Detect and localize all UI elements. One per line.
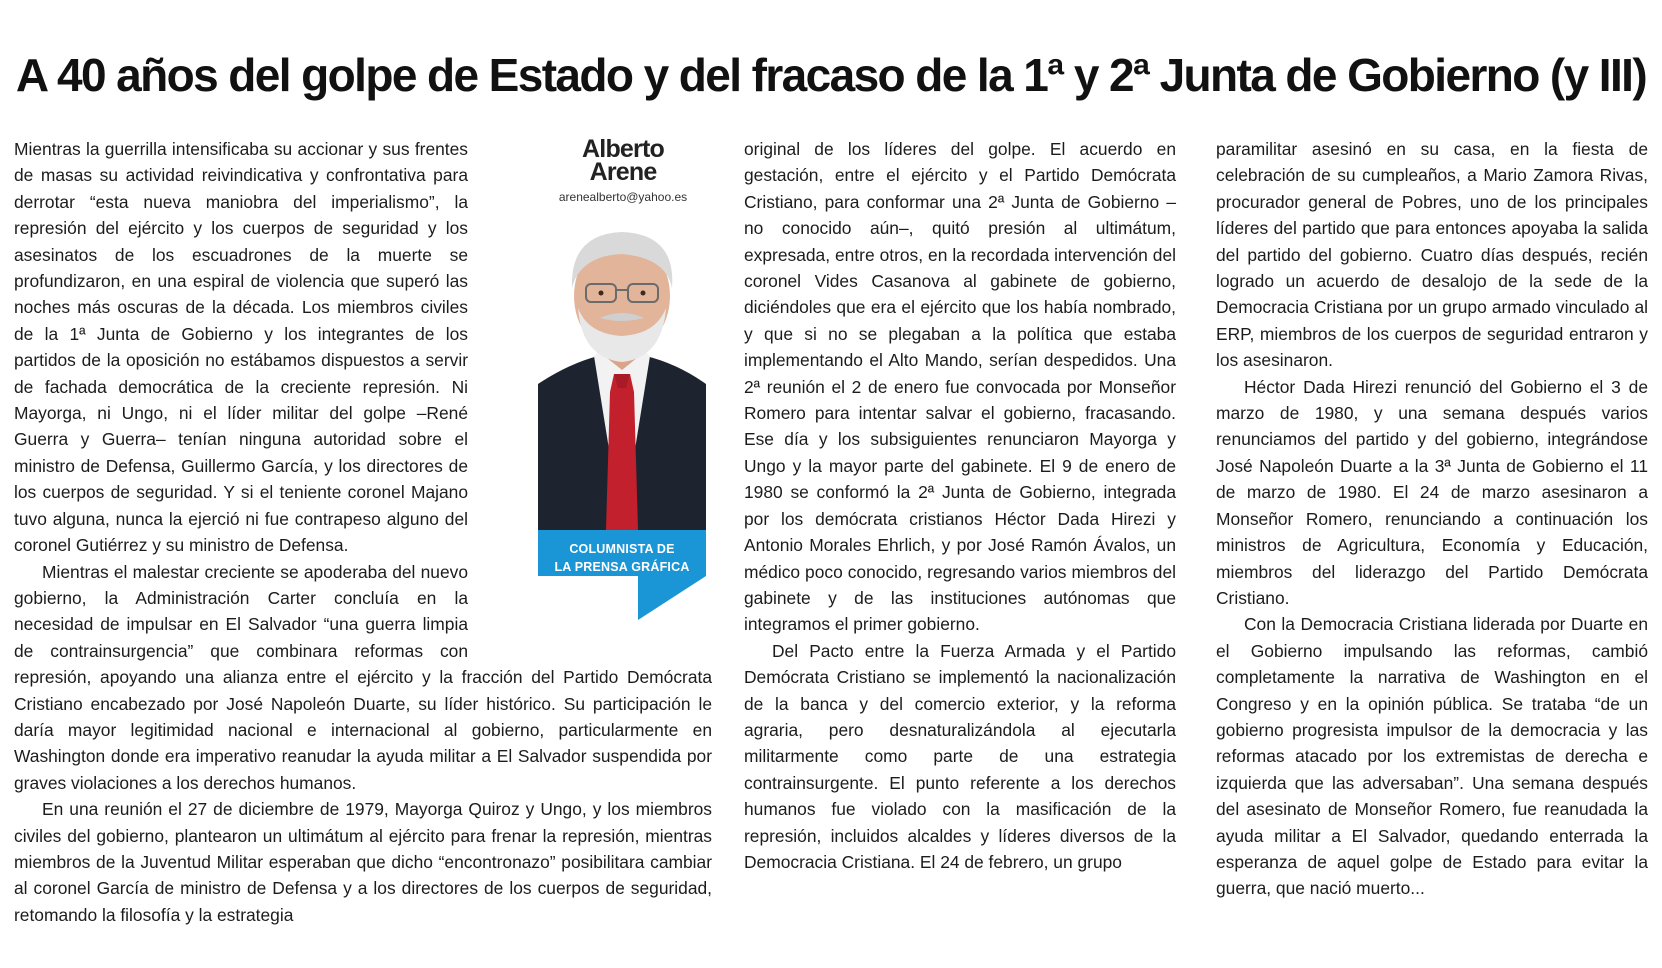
author-name-first: Alberto [582,135,664,163]
article-column-2 [744,136,1176,875]
article-paragraph-1: Mientras la guerrilla intensificaba su accionar y sus frentes de masas su actividad reivindicativa y confrontativa para derrotar “esta nueva maniobra del imperialismo”, la represión del ejército y los cuerpos de seguridad y los asesinatos de los escuadrones de la muerte se profundizaron, en una espiral de violencia que superó las noches más oscuras de la década. Los miembros civiles de la 1ª Junta de Gobierno y los integrantes de los partidos de la oposición no estábamos dispuestos a servir de fachada democrática de la creciente represión. Ni Mayorga, ni Ungo, ni el líder militar del golpe –René Guerra y Guerra– tenían ninguna autoridad sobre el ministro de Defensa, Guillermo García, y los directores de los cuerpos de seguridad. Y si el teniente coronel Majano tuvo alguna, nunca la ejerció ni fue contrapeso alguno del coronel Gutiérrez y su ministro de Defensa. [14,139,468,556]
article-paragraph-2: Mientras el malestar creciente se apoderaba del nuevo gobierno, la Administración Carter concluía en la necesidad de impulsar en El Salvador “una guerra limpia de contrainsurgencia” que combinara reformas con represión, apoyando una alianza entre el ejército y la fracción del Partido Demócrata Cristiano encabezado por José Napoleón Duarte, su líder histórico. Su participación le daría mayor legitimidad nacional e internacional al gobierno, particularmente en Washington donde era imperativo reanudar la ayuda militar a El Salvador suspendida por graves violaciones a los derechos humanos. [14,561,712,793]
badge-line-1: COLUMNISTA DE [569,542,675,556]
author-name-last: Arene [589,158,657,186]
article-paragraph-6: paramilitar asesinó en su casa, en la fiesta de celebración de su cumpleaños, a Mario Zamora Rivas, procurador general de Pobres, uno de los principales líderes del partido que para entonces apoyaba la salida del partido del gobierno. Cuatro días después, recién logrado un acuerdo de desalojo de la sede de la Democracia Cristiana por un grupo armado vinculado al ERP, miembros de los cuerpos de seguridad entraron y los asesinaron. [1216,139,1648,371]
article-paragraph-5: Del Pacto entre la Fuerza Armada y el Partido Demócrata Cristiano se implementó la nacionalización de la banca y del comercio exterior, y la reforma agraria, pero desnaturalizándola al ejecutarla militarmente como parte de una estrategia contrainsurgente. El punto referente a los derechos humanos fue violado con la masificación de la represión, incluidos alcaldes y líderes diversos de la Democracia Cristiana. El 24 de febrero, un grupo [744,640,1176,872]
headline: A 40 años del golpe de Estado y del fracaso de la 1ª y 2ª Junta de Gobierno (y III) [15,49,1647,101]
badge-label [538,540,706,576]
author-email: arenealberto@yahoo.es [558,190,688,204]
article-column-3 [1216,136,1648,902]
article-paragraph-4: original de los líderes del golpe. El acuerdo en gestación, entre el ejército y el Partido Demócrata Cristiano, para conformar una 2ª Junta de Gobierno –no conocido aún–, quitó presión al ultimátum, expresada, entre otros, en la recordada intervención del coronel Vides Casanova al gabinete de gobierno, diciéndoles que era el ejército que los había nombrado, y que si no se plegaban a la política que estaba implementando el Alto Mando, serían despedidos. Una 2ª reunión el 2 de enero fue convocada por Monseñor Romero para intentar salvar el gobierno, fracasando. Ese día y los subsiguientes renunciaron Mayorga y Ungo y la mayor parte del gabinete. El 9 de enero de 1980 se conformó la 2ª Junta de Gobierno, integrada por los demócrata cristianos Héctor Dada Hirezi y Antonio Morales Ehrlich, y por José Ramón Ávalos, un médico poco conocido, regresando varios miembros del gabinete y de las instituciones autónomas que integramos el primer gobierno. [744,139,1176,635]
article-paragraph-7: Héctor Dada Hirezi renunció del Gobierno el 3 de marzo de 1980, y una semana después varios renunciamos del partido y del gobierno, integrándose José Napoleón Duarte a la 3ª Junta de Gobierno el 11 de marzo de 1980. El 24 de marzo asesinaron a Monseñor Romero, renunciando a continuación los ministros de Agricultura, Economía y Educación, miembros del liderazgo del Partido Demócrata Cristiano. [1216,376,1648,608]
article-paragraph-8: Con la Democracia Cristiana liderada por Duarte en el Gobierno impulsando las reformas, cambió completamente la narrativa de Washington en el Congreso y en la opinión pública. Se trataba “de un gobierno progresista impulsor de la democracia y las reformas atacado por los extremistas de derecha e izquierda que las adversaban”. Una semana después del asesinato de Monseñor Romero, fue reanudada la ayuda militar a El Salvador, quedando enterrada la esperanza de aquel golpe de Estado para evitar la guerra, que nació muerto... [1216,614,1648,899]
columnist-badge [538,530,706,638]
author-photo [538,224,706,530]
author-byline [538,135,708,204]
article-paragraph-3: En una reunión el 27 de diciembre de 1979, Mayorga Quiroz y Ungo, y los miembros civiles del gobierno, plantearon un ultimátum al ejército para frenar la represión, mientras miembros de la Juventud Militar esperaban que dicho “encontronazo” posibilitara cambiar al coronel García de ministro de Defensa y a los directores de los cuerpos de seguridad, retomando la filosofía y la estrategia [14,799,712,925]
badge-line-2: LA PRENSA GRÁFICA [554,560,690,574]
